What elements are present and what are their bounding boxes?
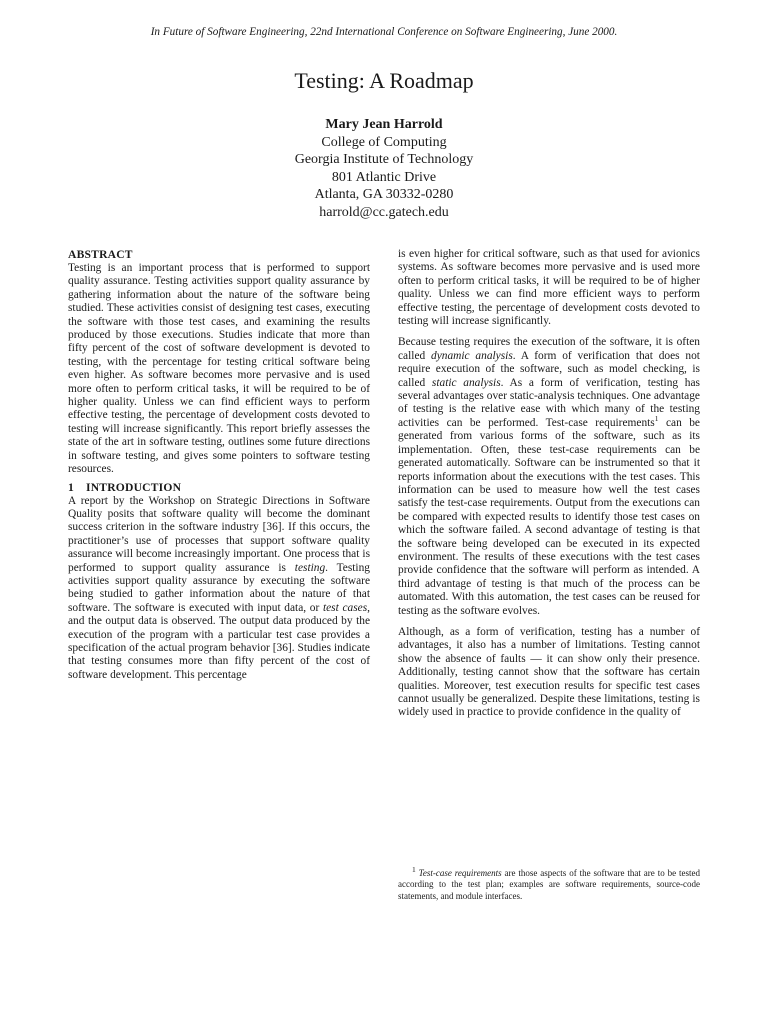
footnote-text: are those aspects of the software that are to be tested according to the test plan; examples are software requirements, source-code statements, and module interfaces. <box>398 868 701 901</box>
right-paragraph-1: is even higher for critical software, such as that used for avionics systems. As software becomes more pervasive and is used more often to perform critical tasks, it will be required to be of higher quality. Unless we can find more efficient ways to perform effective testing, the percentage of development costs devoted to testing will increase significantly. <box>398 248 700 328</box>
intro-emph-test-cases: test cases <box>322 601 368 614</box>
author-city: Atlanta, GA 30332-0280 <box>314 187 454 203</box>
author-institution: Georgia Institute of Technology <box>294 152 474 168</box>
p2-text-b: . A form of verification that does not require execution of the software, such as model checking, is called <box>398 349 700 389</box>
p2-text-c: . As a form of verification, testing has several advantages over static-analysis techniques. One advantage of testing is the relative ease with which many of the testing activities can be performed. Test-case requirements <box>398 376 700 429</box>
author-street: 801 Atlantic Drive <box>331 169 437 185</box>
paper-title: Testing: A Roadmap <box>294 68 474 93</box>
introduction-paragraph <box>68 495 370 683</box>
author-block <box>0 116 768 222</box>
p2-text-d: can be generated from various forms of the software, such as its implementation. Often, these test-case requirements can be generated automatically. Software can be instrumented so that it reports information about the executions with the test cases. This information can be used to measure how well the test cases satisfy the test-case requirements. Output from the executions can be compared with expected results to identify those test cases on which the software failed. A second advantage of testing is that the software being developed can be executed in its expected environment. The results of these executions with the test cases provide confidence that the software will perform as intended. A third advantage of testing is that much of the process can be automated. With this automation, the test cases can be reused for testing as the software evolves. <box>398 416 700 617</box>
p2-emph-static: static analysis <box>431 376 501 389</box>
author-email: harrold@cc.gatech.edu <box>319 204 449 220</box>
right-paragraph-2 <box>398 336 700 618</box>
p2-emph-dynamic: dynamic analysis <box>431 349 513 362</box>
conference-header: In Future of Software Engineering, 22nd International Conference on Software Engineering, June 2000. <box>150 26 618 38</box>
abstract-heading: ABSTRACT <box>68 248 133 261</box>
right-paragraph-3: Although, as a form of verification, testing has a number of advantages, it also has a number of limitations. Testing cannot show the absence of faults — it can show only their presence. Additionally, testing cannot show that the software has certain qualities. Moreover, test execution results for specific test cases cannot usually be generalized. Despite these limitations, testing is widely used in practice to provide confidence in the quality of <box>398 625 700 719</box>
introduction-heading <box>68 481 370 495</box>
intro-emph-testing: testing <box>294 561 326 574</box>
author-affiliation: College of Computing <box>321 134 447 150</box>
intro-text-c: , and the output data is observed. The output data produced by the execution of the program with a particular test case provides a specification of the actual program behavior [36]. Studies indicate that testing consumes more than fifty percent of the cost of software development. This percentage <box>68 601 370 681</box>
footnote-marker[interactable]: 1 <box>654 414 659 424</box>
abstract-text: Testing is an important process that is performed to support quality assurance. Testing activities support quality assurance by gathering information about the nature of the software being studied. These activities consist of designing test cases, executing the software with those test cases, and examining the results produced by those executions. Studies indicate that more than fifty percent of the cost of software development is devoted to testing, with the percentage for testing critical software being even higher. As software becomes more pervasive and is used more often to perform critical tasks, it will be required to be of higher quality. Unless we can find efficient ways to perform effective testing, the percentage of development costs devoted to testing will increase significantly. This report briefly assesses the state of the art in software testing, outlines some future directions in software testing, and gives some pointers to software testing resources. <box>68 262 370 476</box>
right-column <box>398 248 700 728</box>
p2-text-a: Because testing requires the execution of the software, it is often called <box>398 336 700 362</box>
footnote <box>398 865 701 902</box>
author-name: Mary Jean Harrold <box>325 117 443 132</box>
section-number: 1 <box>68 480 74 494</box>
left-column <box>68 248 370 690</box>
intro-text-b: . Testing activities support quality assurance by executing the software being studied to gather information about the nature of that software. The software is executed with input data, or <box>68 561 370 614</box>
section-title: INTRODUCTION <box>86 480 182 494</box>
footnote-number: 1 <box>412 865 416 874</box>
intro-text-a: A report by the Workshop on Strategic Directions in Software Quality posits that software quality will become the dominant success criterion in the software industry [36]. If this occurs, the practitioner’s use of processes that support software quality assurance will become increasingly important. One process that is performed to support quality assurance is <box>68 494 370 574</box>
footnote-term: Test-case requirements <box>418 868 502 878</box>
